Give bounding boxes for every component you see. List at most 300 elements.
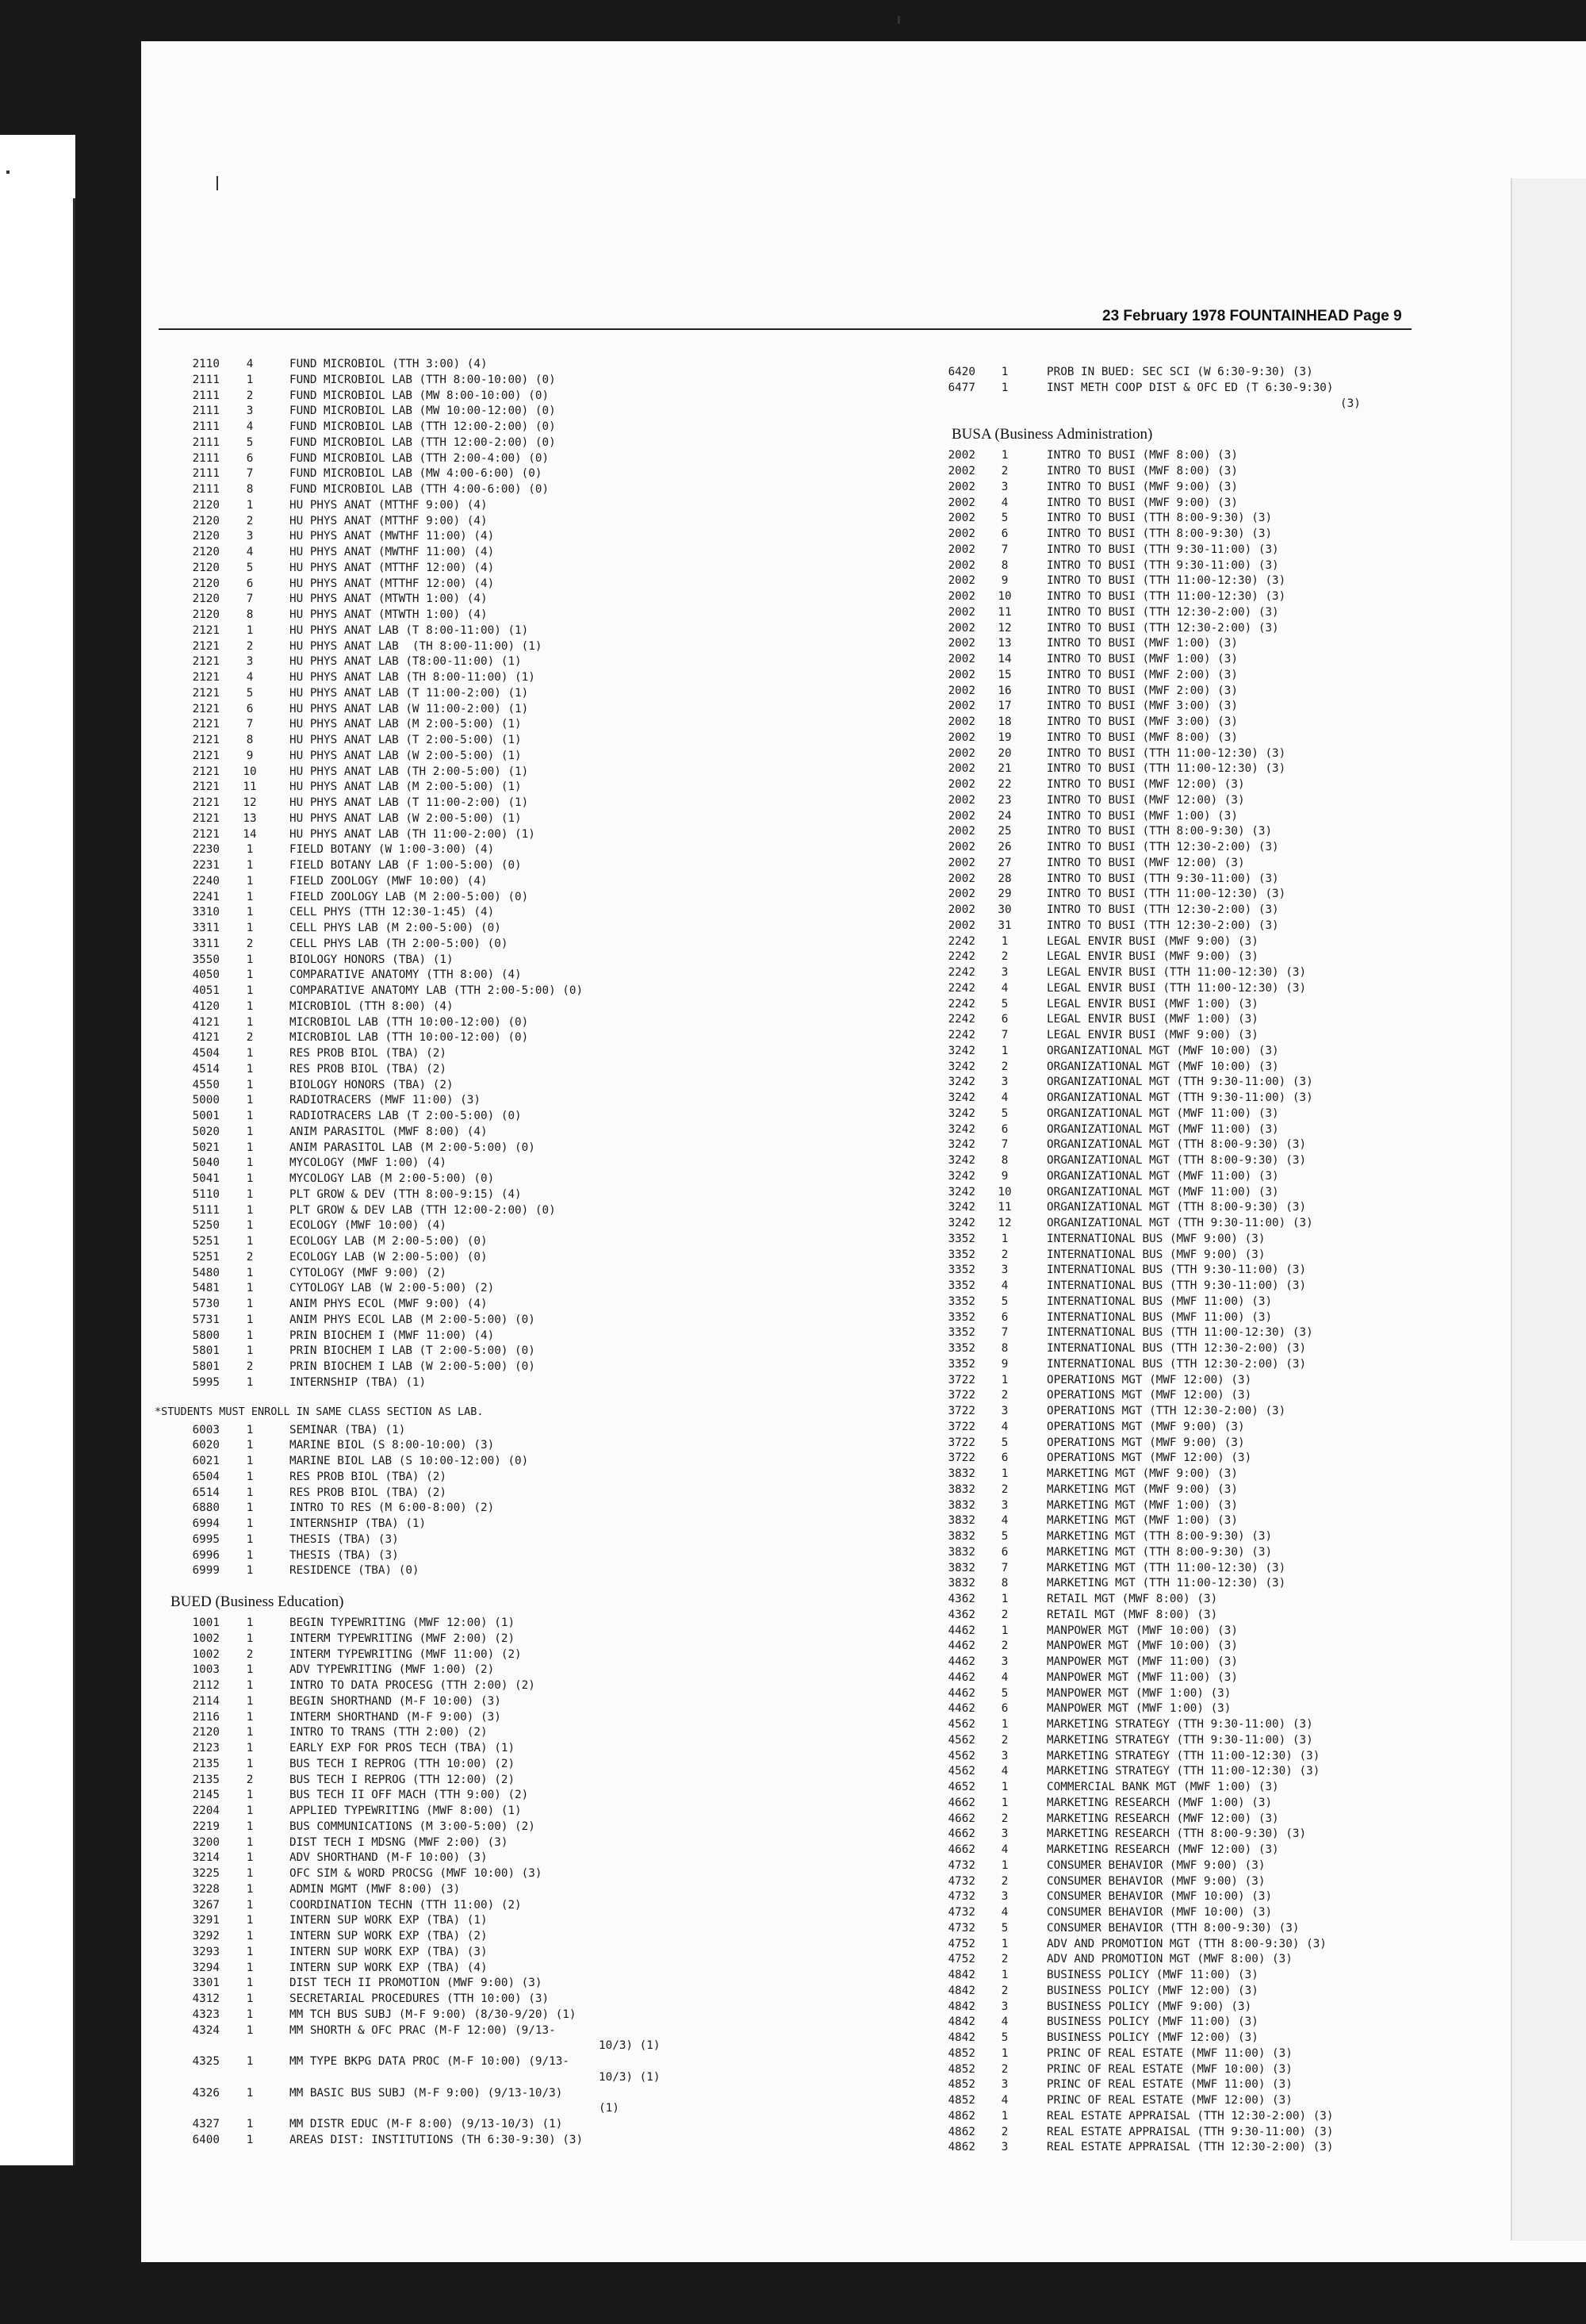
- course-title: HU PHYS ANAT LAB (TH 11:00-2:00) (1): [289, 827, 535, 841]
- course-row: [155, 435, 726, 451]
- course-row: [928, 511, 1423, 527]
- course-title: INTERNATIONAL BUS (MWF 9:00) (3): [1047, 1232, 1266, 1245]
- course-row: [155, 1773, 726, 1789]
- course-number: 2120: [192, 514, 220, 527]
- course-row: [155, 1423, 726, 1439]
- course-number: 4662: [948, 1843, 975, 1856]
- course-number: 2121: [192, 623, 220, 637]
- course-number: 3352: [948, 1294, 975, 1308]
- section-number: 8: [1001, 558, 1009, 572]
- course-title: PROB IN BUED: SEC SCI (W 6:30-9:30) (3): [1047, 366, 1313, 378]
- course-number: 6514: [192, 1486, 220, 1499]
- course-number: 2002: [948, 543, 975, 556]
- course-title: APPLIED TYPEWRITING (MWF 8:00) (1): [289, 1804, 522, 1817]
- section-number: 6: [1001, 1122, 1009, 1136]
- course-row: [155, 953, 726, 968]
- section-number: 1: [246, 1423, 254, 1436]
- course-title: INTERNATIONAL BUS (TTH 9:30-11:00) (3): [1047, 1279, 1307, 1292]
- course-number: 2111: [192, 483, 220, 496]
- course-number: 3722: [948, 1452, 975, 1465]
- section-number: 1: [246, 968, 254, 982]
- course-title: CYTOLOGY (MWF 9:00) (2): [289, 1266, 446, 1279]
- course-title: SEMINAR (TBA) (1): [289, 1423, 406, 1436]
- course-number: 4326: [192, 2086, 220, 2100]
- course-number: 2002: [948, 527, 975, 540]
- course-row: [155, 1835, 726, 1851]
- course-row: [155, 592, 726, 608]
- course-row: [928, 2125, 1423, 2141]
- course-title: FUND MICROBIOL LAB (TTH 12:00-2:00) (0): [289, 435, 556, 449]
- course-row: [155, 420, 726, 435]
- course-number: 4662: [948, 1827, 975, 1841]
- course-row: [155, 1788, 726, 1804]
- course-number: 5000: [192, 1094, 220, 1107]
- underlying-page-edge: [73, 198, 75, 2165]
- course-row: [928, 1639, 1423, 1655]
- course-number: 3242: [948, 1106, 975, 1120]
- course-number: 3242: [948, 1076, 975, 1089]
- course-row: [155, 1109, 726, 1125]
- course-title: FIELD BOTANY (W 1:00-3:00) (4): [289, 843, 495, 857]
- course-number: 4362: [948, 1608, 975, 1621]
- course-row: [928, 605, 1423, 621]
- course-number: 2120: [192, 530, 220, 543]
- course-title: ECOLOGY (MWF 10:00) (4): [289, 1219, 446, 1233]
- course-number: 2002: [948, 496, 975, 509]
- course-row: [155, 999, 726, 1015]
- course-title: ADV TYPEWRITING (MWF 1:00) (2): [289, 1663, 495, 1677]
- course-row: [155, 654, 726, 670]
- section-number: 1: [1001, 1858, 1009, 1872]
- section-number: 7: [1001, 1561, 1009, 1574]
- section-number: 1: [246, 2008, 254, 2021]
- course-title: REAL ESTATE APPRAISAL (TTH 12:30-2:00) (3): [1047, 2109, 1334, 2123]
- course-number: 3352: [948, 1232, 975, 1245]
- course-row: [155, 1548, 726, 1564]
- course-row: [928, 1608, 1423, 1624]
- section-number: 2: [246, 937, 254, 950]
- course-row: [155, 561, 726, 577]
- course-number: 2121: [192, 655, 220, 669]
- section-number: 1: [1001, 1373, 1009, 1386]
- section-number: 1: [246, 1789, 254, 1802]
- course-number: 5020: [192, 1125, 220, 1138]
- course-row: [928, 872, 1423, 888]
- course-number: 3832: [948, 1514, 975, 1528]
- section-number: 6: [246, 577, 254, 590]
- course-number: 2242: [948, 966, 975, 979]
- course-number: 3293: [192, 1945, 220, 1958]
- course-number: 4462: [948, 1702, 975, 1716]
- course-title: FIELD BOTANY LAB (F 1:00-5:00) (0): [289, 859, 522, 872]
- section-number: 5: [246, 686, 254, 700]
- course-row: [928, 1137, 1423, 1153]
- course-number: 3722: [948, 1389, 975, 1402]
- course-title: PLT GROW & DEV LAB (TTH 12:00-2:00) (0): [289, 1203, 556, 1217]
- course-title: INTRO TO RES (M 6:00-8:00) (2): [289, 1501, 495, 1515]
- course-title: CONSUMER BEHAVIOR (MWF 9:00) (3): [1047, 1874, 1266, 1888]
- section-number: 4: [246, 420, 254, 433]
- course-title: ORGANIZATIONAL MGT (MWF 11:00) (3): [1047, 1169, 1279, 1183]
- course-title: MARKETING STRATEGY (TTH 11:00-12:30) (3): [1047, 1765, 1320, 1778]
- section-number: 1: [246, 1375, 254, 1389]
- course-title: BUSINESS POLICY (MWF 11:00) (3): [1047, 1969, 1258, 1981]
- section-number: 9: [1001, 1169, 1009, 1183]
- section-number: 1: [246, 2086, 254, 2100]
- course-title: MICROBIOL LAB (TTH 10:00-12:00) (0): [289, 1031, 529, 1045]
- course-number: 4121: [192, 1031, 220, 1045]
- course-number: 2219: [192, 1820, 220, 1833]
- course-row: [928, 1200, 1423, 1216]
- section-number: 1: [1001, 1624, 1009, 1637]
- section-number: 1: [246, 1961, 254, 1974]
- course-row: [928, 1717, 1423, 1733]
- section-number: 2: [1001, 1482, 1009, 1496]
- course-number: 4662: [948, 1812, 975, 1825]
- course-number: 3242: [948, 1138, 975, 1152]
- course-row: [155, 1804, 726, 1820]
- section-number: 6: [246, 702, 254, 715]
- section-number: 1: [246, 1501, 254, 1515]
- section-number: 15: [998, 668, 1012, 681]
- section-number: 28: [998, 872, 1012, 885]
- section-number: 3: [246, 655, 254, 669]
- course-title: LEGAL ENVIR BUSI (TTH 11:00-12:30) (3): [1047, 981, 1307, 995]
- course-number: 3214: [192, 1851, 220, 1865]
- course-row: [928, 1670, 1423, 1686]
- course-title: INTERN SUP WORK EXP (TBA) (3): [289, 1945, 488, 1958]
- course-number: 2121: [192, 827, 220, 841]
- course-title: LEGAL ENVIR BUSI (MWF 9:00) (3): [1047, 1029, 1258, 1041]
- course-number: 2111: [192, 420, 220, 433]
- course-number: 4121: [192, 1015, 220, 1029]
- course-title: ADV AND PROMOTION MGT (TTH 8:00-9:30) (3): [1047, 1937, 1327, 1950]
- course-number: 5041: [192, 1172, 220, 1185]
- section-number: 1: [246, 999, 254, 1013]
- course-row: [155, 1281, 726, 1297]
- course-row: [928, 934, 1423, 950]
- course-number: 2002: [948, 605, 975, 619]
- section-number: 3: [1001, 1749, 1009, 1762]
- section-number: 4: [1001, 1843, 1009, 1856]
- section-number: 3: [1001, 2141, 1009, 2154]
- section-number: 6: [1001, 1452, 1009, 1465]
- course-row: [155, 1678, 726, 1694]
- course-row: [928, 856, 1423, 872]
- course-row: [928, 2109, 1423, 2125]
- section-number: 2: [1001, 1984, 1009, 1997]
- course-number: 2121: [192, 639, 220, 653]
- course-title: ORGANIZATIONAL MGT (TTH 8:00-9:30) (3): [1047, 1154, 1307, 1167]
- section-number: 2: [1001, 950, 1009, 964]
- section-number: 1: [1001, 1969, 1009, 1981]
- course-title: LEGAL ENVIR BUSI (MWF 1:00) (3): [1047, 997, 1258, 1011]
- course-number: 4842: [948, 2015, 975, 2029]
- course-title: HU PHYS ANAT LAB (T 11:00-2:00) (1): [289, 796, 529, 809]
- course-title-continued: (1): [599, 2102, 619, 2115]
- course-number: 4652: [948, 1781, 975, 1793]
- course-row: [155, 2054, 726, 2070]
- course-row: [155, 389, 726, 405]
- course-number: 3291: [192, 1914, 220, 1927]
- course-row: [928, 1498, 1423, 1514]
- course-row: [928, 1796, 1423, 1812]
- course-row: [928, 1060, 1423, 1076]
- section-number: 8: [1001, 1154, 1009, 1167]
- course-title: MARKETING STRATEGY (TTH 9:30-11:00) (3): [1047, 1733, 1313, 1747]
- course-row: [155, 1945, 726, 1961]
- section-number: 5: [1001, 1686, 1009, 1700]
- section-number: 1: [246, 1548, 254, 1562]
- course-row: [155, 1929, 726, 1945]
- section-number: 2: [1001, 2125, 1009, 2138]
- course-row: [928, 1858, 1423, 1874]
- course-title: ECOLOGY LAB (W 2:00-5:00) (0): [289, 1250, 488, 1264]
- course-row: [155, 1866, 726, 1882]
- section-number: 4: [246, 546, 254, 558]
- course-row: [928, 1467, 1423, 1482]
- course-row: [155, 1218, 726, 1234]
- course-row: [155, 733, 726, 749]
- course-row: [928, 699, 1423, 715]
- course-title: INTRO TO BUSI (MWF 3:00) (3): [1047, 715, 1239, 728]
- section-number: 7: [1001, 1029, 1009, 1041]
- course-row: [928, 1561, 1423, 1577]
- course-title: INTRO TO TRANS (TTH 2:00) (2): [289, 1726, 488, 1739]
- course-title: MARKETING MGT (MWF 9:00) (3): [1047, 1467, 1239, 1480]
- course-number: 2121: [192, 686, 220, 700]
- section-number: 13: [998, 637, 1012, 650]
- course-title: MANPOWER MGT (MWF 11:00) (3): [1047, 1670, 1239, 1684]
- course-title: HU PHYS ANAT (MTTHF 12:00) (4): [289, 561, 495, 574]
- course-number: 4862: [948, 2109, 975, 2123]
- course-title: MARKETING MGT (TTH 11:00-12:30) (3): [1047, 1577, 1286, 1590]
- course-number: 5995: [192, 1375, 220, 1389]
- course-number: 1002: [192, 1632, 220, 1645]
- course-title: DIST TECH II PROMOTION (MWF 9:00) (3): [289, 1977, 542, 1990]
- margin-mark: [6, 171, 10, 174]
- course-row: [155, 1454, 726, 1470]
- section-number: 1: [246, 1532, 254, 1546]
- course-number: 3352: [948, 1264, 975, 1277]
- course-number: 3722: [948, 1405, 975, 1417]
- course-row: [155, 1329, 726, 1344]
- section-number: 1: [246, 1710, 254, 1724]
- course-title: PRINC OF REAL ESTATE (MWF 10:00) (3): [1047, 2062, 1293, 2076]
- section-number: 10: [998, 1185, 1012, 1198]
- course-title: INTRO TO BUSI (TTH 8:00-9:30) (3): [1047, 825, 1273, 838]
- course-row: [928, 480, 1423, 496]
- section-number: 27: [998, 856, 1012, 869]
- section-number: 7: [246, 467, 254, 481]
- course-number: 3242: [948, 1185, 975, 1198]
- section-number: 1: [246, 1078, 254, 1091]
- course-title: INTERM SHORTHAND (M-F 9:00) (3): [289, 1710, 501, 1724]
- course-title: HU PHYS ANAT (MWTHF 11:00) (4): [289, 546, 495, 558]
- course-title: INTERNATIONAL BUS (MWF 11:00) (3): [1047, 1310, 1273, 1324]
- course-number: 2111: [192, 451, 220, 465]
- course-title: HU PHYS ANAT LAB (T8:00-11:00) (1): [289, 655, 522, 669]
- course-title: BEGIN TYPEWRITING (MWF 12:00) (1): [289, 1616, 515, 1629]
- section-number: 7: [1001, 1326, 1009, 1340]
- section-number: 23: [998, 793, 1012, 807]
- course-number: 4050: [192, 968, 220, 982]
- course-row: [155, 1093, 726, 1109]
- course-number: 2002: [948, 746, 975, 760]
- course-row: [155, 1046, 726, 1062]
- course-row: [928, 809, 1423, 825]
- course-row: [928, 2062, 1423, 2078]
- course-number: 4732: [948, 1874, 975, 1888]
- course-title: HU PHYS ANAT LAB (TH 2:00-5:00) (1): [289, 765, 529, 778]
- section-number: 1: [1001, 1781, 1009, 1793]
- section-number: 2: [1001, 1060, 1009, 1073]
- section-number: 1: [246, 1062, 254, 1076]
- course-number: 2002: [948, 653, 975, 665]
- course-number: 1001: [192, 1616, 220, 1629]
- course-row: [928, 1341, 1423, 1357]
- section-number: 1: [246, 2023, 254, 2037]
- course-number: 3225: [192, 1867, 220, 1880]
- section-number: 8: [1001, 1577, 1009, 1590]
- course-title: INTERNSHIP (TBA) (1): [289, 1375, 427, 1389]
- course-number: 4852: [948, 2046, 975, 2060]
- section-number: 2: [246, 389, 254, 402]
- course-row: [928, 1216, 1423, 1232]
- course-title: ANIM PHYS ECOL LAB (M 2:00-5:00) (0): [289, 1313, 535, 1326]
- course-title: INTERM TYPEWRITING (MWF 2:00) (2): [289, 1632, 515, 1645]
- course-number: 6995: [192, 1532, 220, 1546]
- course-title: DIST TECH I MDSNG (MWF 2:00) (3): [289, 1835, 508, 1849]
- section-number: 24: [998, 809, 1012, 823]
- course-row: [928, 1921, 1423, 1937]
- course-number: 4842: [948, 1969, 975, 1981]
- section-number: 3: [1001, 1827, 1009, 1841]
- section-number: 5: [246, 435, 254, 449]
- section-number: 1: [246, 1977, 254, 1990]
- course-row: [928, 965, 1423, 981]
- course-number: 2002: [948, 778, 975, 791]
- course-number: 3722: [948, 1373, 975, 1386]
- course-number: 5731: [192, 1313, 220, 1326]
- course-title: ORGANIZATIONAL MGT (MWF 11:00) (3): [1047, 1106, 1279, 1120]
- course-title: INTRO TO BUSI (MWF 2:00) (3): [1047, 684, 1239, 697]
- course-row: [155, 670, 726, 686]
- course-title: INTRO TO BUSI (TTH 9:30-11:00) (3): [1047, 872, 1279, 885]
- course-row: [928, 1843, 1423, 1858]
- section-number: 1: [246, 906, 254, 919]
- course-title: BIOLOGY HONORS (TBA) (1): [289, 953, 454, 966]
- course-number: 5801: [192, 1344, 220, 1358]
- section-number: 1: [246, 1329, 254, 1342]
- course-title: INTRO TO BUSI (MWF 9:00) (3): [1047, 496, 1239, 509]
- course-row: [155, 2117, 726, 2133]
- course-row: [928, 793, 1423, 809]
- course-row: [155, 1820, 726, 1835]
- course-row: [155, 2133, 726, 2149]
- spacer: [155, 1579, 726, 1589]
- course-title: BUS TECH I REPROG (TTH 10:00) (2): [289, 1757, 515, 1770]
- course-number: 4852: [948, 2062, 975, 2076]
- section-number: 9: [1001, 1357, 1009, 1371]
- course-row: [928, 448, 1423, 464]
- course-title: MANPOWER MGT (MWF 11:00) (3): [1047, 1655, 1239, 1668]
- course-row: [155, 1375, 726, 1391]
- course-number: 3722: [948, 1436, 975, 1449]
- course-title: FIELD ZOOLOGY LAB (M 2:00-5:00) (0): [289, 890, 529, 903]
- course-row: [155, 545, 726, 561]
- section-number: 12: [998, 1217, 1012, 1229]
- course-row: [155, 1203, 726, 1219]
- course-number: 6420: [948, 366, 975, 378]
- course-number: 4325: [192, 2055, 220, 2068]
- course-number: 3242: [948, 1091, 975, 1104]
- course-row: [155, 1062, 726, 1078]
- section-number: 2: [1001, 1733, 1009, 1747]
- course-number: 3242: [948, 1060, 975, 1073]
- section-number: 1: [246, 1632, 254, 1645]
- section-number: 1: [1001, 449, 1009, 462]
- section-number: 1: [246, 890, 254, 903]
- course-row: [155, 451, 726, 467]
- course-title: INTRO TO BUSI (TTH 11:00-12:30) (3): [1047, 574, 1286, 588]
- section-number: 1: [246, 1015, 254, 1029]
- course-number: 2120: [192, 608, 220, 621]
- course-row: [155, 2101, 726, 2117]
- section-number: 1: [246, 859, 254, 872]
- course-row: [155, 1898, 726, 1914]
- course-number: 5481: [192, 1282, 220, 1295]
- course-title: ORGANIZATIONAL MGT (TTH 9:30-11:00) (3): [1047, 1217, 1313, 1229]
- course-number: 3311: [192, 937, 220, 950]
- course-title: HU PHYS ANAT LAB (T 2:00-5:00) (1): [289, 734, 522, 746]
- course-number: 2002: [948, 841, 975, 853]
- course-title: RETAIL MGT (MWF 8:00) (3): [1047, 1593, 1218, 1605]
- margin-mark: [898, 16, 900, 24]
- course-title: INTRO TO BUSI (TTH 12:30-2:00) (3): [1047, 918, 1279, 932]
- course-row: [155, 1710, 726, 1726]
- course-number: 2002: [948, 637, 975, 650]
- section-number: 1: [246, 1742, 254, 1755]
- course-number: 2002: [948, 793, 975, 807]
- course-title: MM TCH BUS SUBJ (M-F 9:00) (8/30-9/20) (1): [289, 2008, 577, 2021]
- course-row: [928, 1529, 1423, 1545]
- course-number: 3242: [948, 1154, 975, 1167]
- course-number: 4462: [948, 1655, 975, 1668]
- course-row: [155, 1694, 726, 1710]
- course-title: PRIN BIOCHEM I LAB (T 2:00-5:00) (0): [289, 1344, 535, 1358]
- page-fold-shadow: [1511, 178, 1586, 2241]
- section-number: 1: [246, 1344, 254, 1358]
- section-number: 2: [1001, 1608, 1009, 1621]
- course-number: 4327: [192, 2118, 220, 2130]
- course-number: 4504: [192, 1047, 220, 1060]
- course-row: [928, 381, 1423, 397]
- course-number: 3301: [192, 1977, 220, 1990]
- course-number: 4323: [192, 2008, 220, 2021]
- section-number: 3: [1001, 1405, 1009, 1417]
- course-title: FUND MICROBIOL LAB (TTH 2:00-4:00) (0): [289, 451, 550, 465]
- course-title: HU PHYS ANAT LAB (W 11:00-2:00) (1): [289, 702, 529, 715]
- course-title: PRINC OF REAL ESTATE (MWF 11:00) (3): [1047, 2078, 1293, 2092]
- course-number: 5001: [192, 1110, 220, 1122]
- section-number: 1: [246, 1313, 254, 1326]
- course-number: 2002: [948, 590, 975, 603]
- course-row: [928, 1592, 1423, 1608]
- section-number: 11: [998, 605, 1012, 619]
- course-number: 2002: [948, 825, 975, 838]
- course-title: MARKETING STRATEGY (TTH 9:30-11:00) (3): [1047, 1718, 1313, 1731]
